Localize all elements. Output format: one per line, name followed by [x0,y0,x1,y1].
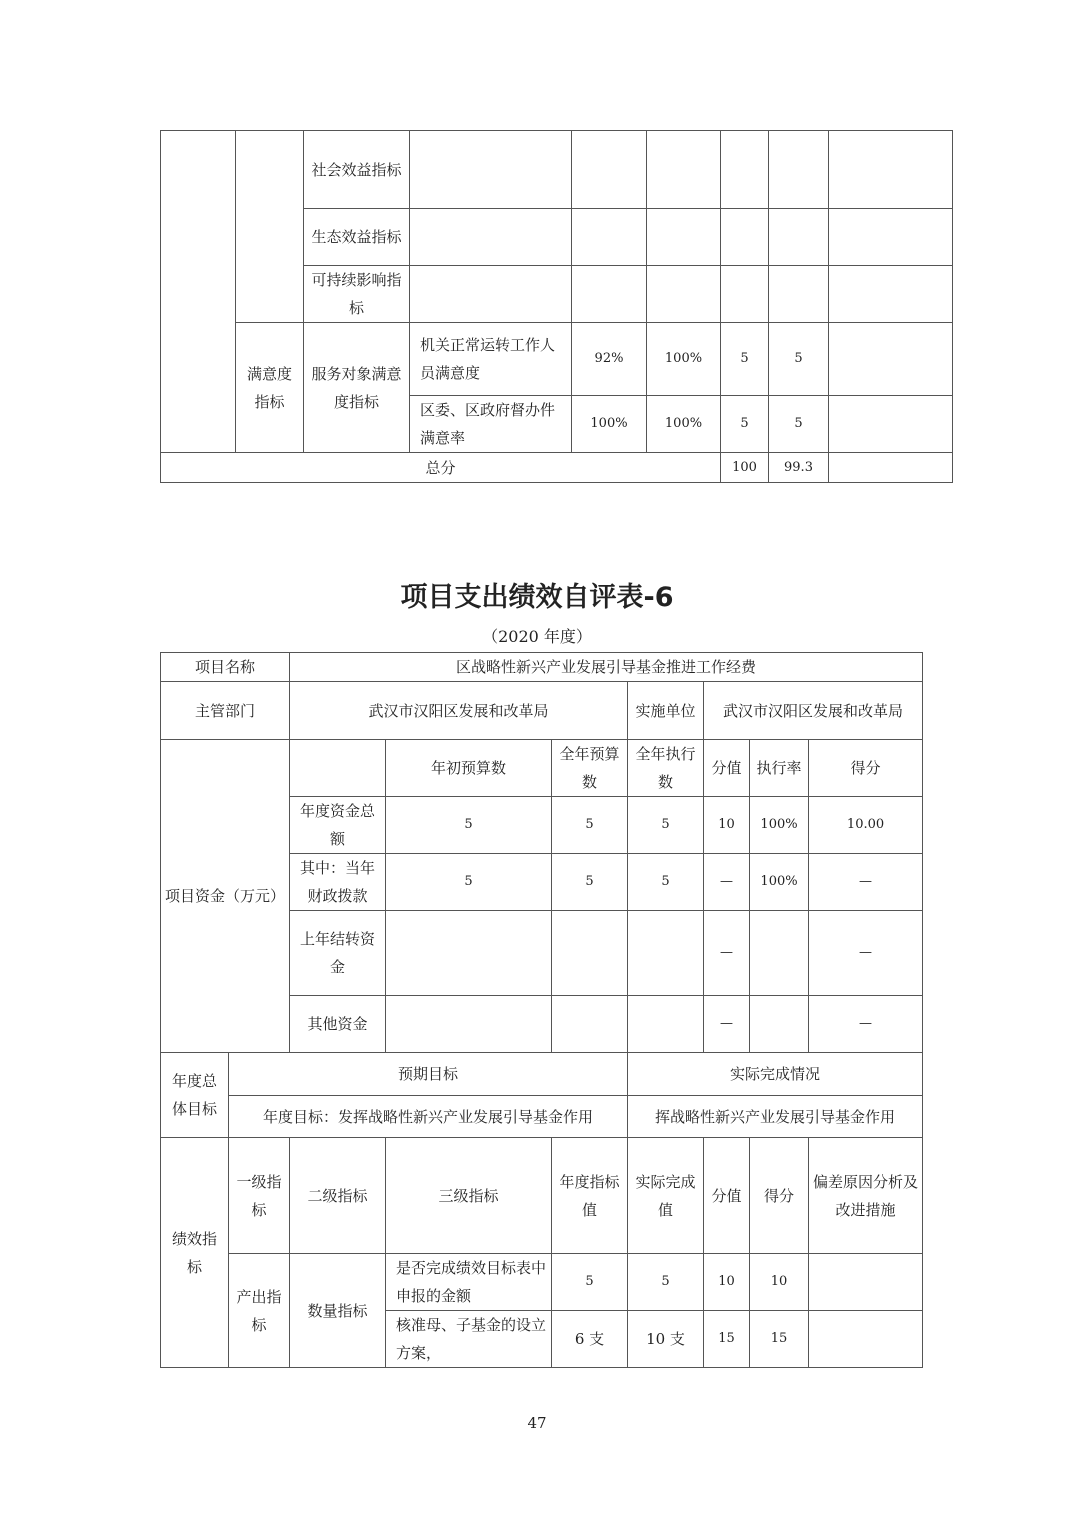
weight-cell: 15 [704,1311,750,1368]
fund-cell: 10.00 [809,797,923,854]
target-cell: 92% [572,323,647,396]
fund-cell [386,996,552,1053]
page-number: 47 [527,1414,547,1432]
year-subtitle: （2020 年度） [482,627,592,646]
fund-cell [750,911,809,996]
impl-label: 实施单位 [628,682,704,740]
indicator-cell: 机关正常运转工作人员满意度 [410,323,572,396]
fund-cell: 5 [552,797,628,854]
perf-label: 绩效指标 [161,1138,229,1368]
col-header: 分值 [704,740,750,797]
target-cell: 100% [572,396,647,453]
fund-cell: 5 [386,854,552,911]
evaluation-table [160,652,923,1368]
fund-cell: — [809,996,923,1053]
dept-value: 武汉市汉阳区发展和改革局 [290,682,628,740]
fund-cell: 10 [704,797,750,854]
actual-label: 实际完成情况 [628,1053,923,1096]
weight-cell: 5 [721,323,769,396]
fund-cell [552,911,628,996]
output-label: 产出指标 [229,1254,290,1368]
project-name-label: 项目名称 [161,653,290,682]
actual-goal: 挥战略性新兴产业发展引导基金作用 [628,1096,923,1138]
eco-benefit-label: 生态效益指标 [304,209,410,266]
col-header: 年度指标值 [552,1138,628,1254]
dept-label: 主管部门 [161,682,290,740]
fund-cell: — [704,854,750,911]
fund-cell: — [704,996,750,1053]
col-header: 年初预算数 [386,740,552,797]
score-cell: 15 [750,1311,809,1368]
indicator-cell: 核准母、子基金的设立方案， [386,1311,552,1368]
satisfaction-l2-label: 服务对象满意度指标 [304,323,410,453]
col-header: 得分 [750,1138,809,1254]
total-label: 总分 [161,453,721,483]
fund-cell: 5 [386,797,552,854]
empty-cell [236,131,304,323]
score-cell: 5 [769,323,829,396]
col-header: 执行率 [750,740,809,797]
quantity-label: 数量指标 [290,1254,386,1368]
fund-cell: — [809,854,923,911]
impl-value: 武汉市汉阳区发展和改革局 [704,682,923,740]
fund-cell [386,911,552,996]
total-score: 99.3 [769,453,829,483]
col-header: 一级指标 [229,1138,290,1254]
actual-cell: 5 [628,1254,704,1311]
page-title: 项目支出绩效自评表-6 [400,582,674,613]
indicator-cell: 是否完成绩效目标表中申报的金额 [386,1254,552,1311]
fund-cell: 5 [628,797,704,854]
fund-row-label: 上年结转资金 [290,911,386,996]
fund-cell: — [704,911,750,996]
satisfaction-l1-label: 满意度指标 [236,323,304,453]
fund-cell: 100% [750,854,809,911]
target-cell: 5 [552,1254,628,1311]
goal-label: 年度总体目标 [161,1053,229,1138]
fund-cell [750,996,809,1053]
col-header: 全年预算数 [552,740,628,797]
col-header: 全年执行数 [628,740,704,797]
empty-cell [161,131,236,453]
fund-cell [628,911,704,996]
fund-row-label: 其中：当年财政拨款 [290,854,386,911]
actual-cell: 10 支 [628,1311,704,1368]
sustain-impact-label: 可持续影响指标 [304,266,410,323]
weight-cell: 5 [721,396,769,453]
fund-cell: — [809,911,923,996]
actual-cell: 100% [647,396,721,453]
col-header: 偏差原因分析及改进措施 [809,1138,923,1254]
indicator-cell: 区委、区政府督办件满意率 [410,396,572,453]
target-cell: 6 支 [552,1311,628,1368]
expected-goal: 年度目标：发挥战略性新兴产业发展引导基金作用 [229,1096,628,1138]
expected-label: 预期目标 [229,1053,628,1096]
col-header: 实际完成值 [628,1138,704,1254]
fund-cell: 100% [750,797,809,854]
fund-cell [552,996,628,1053]
weight-cell: 10 [704,1254,750,1311]
col-header: 分值 [704,1138,750,1254]
fund-cell: 5 [552,854,628,911]
col-header: 三级指标 [386,1138,552,1254]
fund-cell: 5 [628,854,704,911]
project-name-value: 区战略性新兴产业发展引导基金推进工作经费 [290,653,923,682]
fund-row-label: 年度资金总额 [290,797,386,854]
col-header: 二级指标 [290,1138,386,1254]
continuation-table [160,130,953,483]
funds-label: 项目资金（万元） [161,740,290,1053]
score-cell: 10 [750,1254,809,1311]
score-cell: 5 [769,396,829,453]
total-weight: 100 [721,453,769,483]
fund-row-label: 其他资金 [290,996,386,1053]
col-header: 得分 [809,740,923,797]
social-benefit-label: 社会效益指标 [304,131,410,209]
actual-cell: 100% [647,323,721,396]
fund-cell [628,996,704,1053]
